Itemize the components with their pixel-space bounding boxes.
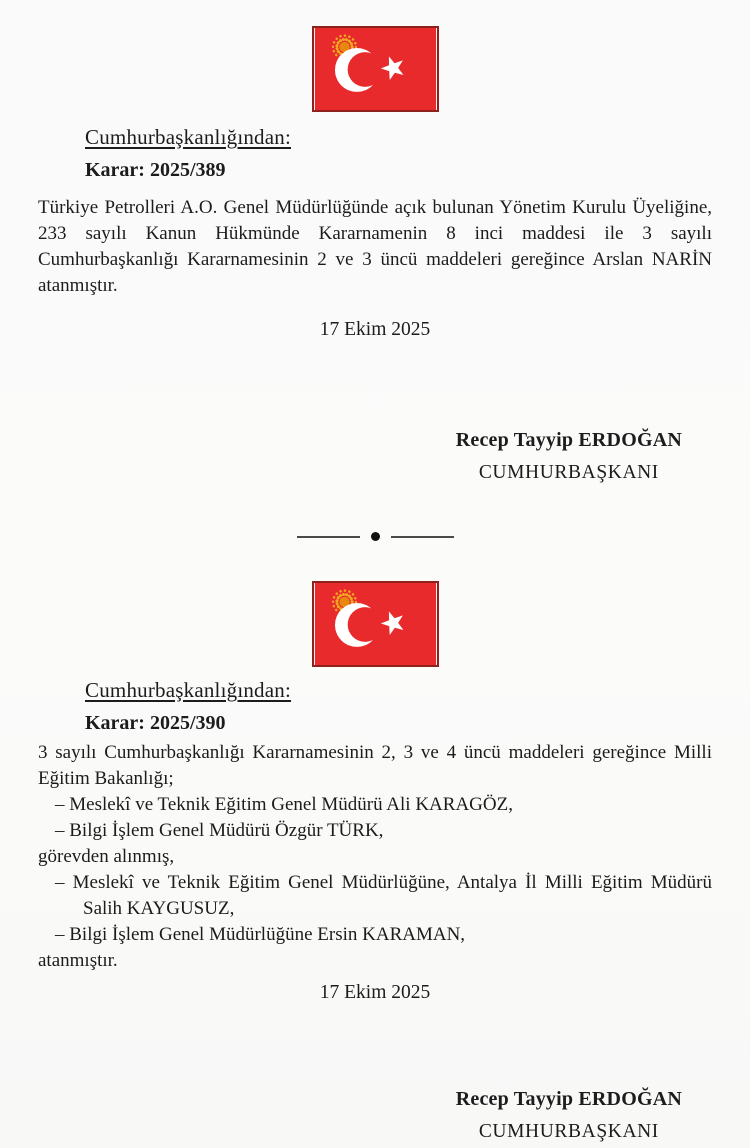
turkish-presidential-flag-image: [312, 26, 439, 112]
decree-1-decision-number: Karar: 2025/389: [85, 159, 226, 181]
decree-1-body: [38, 195, 712, 299]
body-paragraph: 3 sayılı Cumhurbaşkanlığı Kararnamesinin 2, 3 ve 4 üncü maddeleri gereğince Milli Eğitim Bakanlığı;: [38, 742, 712, 789]
decree-1-signature-row: [0, 427, 750, 486]
decree-1-source-heading: Cumhurbaşkanlığından:: [85, 125, 292, 149]
decree-2-date: 17 Ekim 2025: [319, 982, 431, 1003]
list-item-appointed-1: – Meslekî ve Teknik Eğitim Genel Müdürlüğüne, Antalya İl Milli Eğitim Müdürü Salih KAYGUSUZ,: [55, 872, 712, 919]
decree-2-body: [38, 740, 712, 974]
list-item-appointed-2: – Bilgi İşlem Genel Müdürlüğüne Ersin KARAMAN,: [55, 924, 466, 945]
flag-container-1: [0, 0, 750, 112]
signature-name: Recep Tayyip ERDOĞAN: [455, 1088, 682, 1110]
decree-1-date: 17 Ekim 2025: [319, 319, 431, 340]
signature-title: CUMHURBAŞKANI: [478, 462, 659, 483]
flag-container-2: [0, 581, 750, 667]
decree-2-source-heading: Cumhurbaşkanlığından:: [85, 678, 292, 702]
section-divider: [0, 532, 750, 541]
decree-2-decision-number: Karar: 2025/390: [85, 712, 226, 734]
decree-2-signature-block: [456, 1086, 682, 1145]
list-item-dismissed-1: – Meslekî ve Teknik Eğitim Genel Müdürü Ali KARAGÖZ,: [55, 794, 513, 815]
body-paragraph-appointment-clause: atanmıştır.: [38, 950, 118, 971]
decree-1-heading-block: [85, 124, 750, 183]
signature-title: CUMHURBAŞKANI: [478, 1121, 659, 1142]
divider-dot: [371, 532, 380, 541]
divider-line-left: [297, 536, 360, 538]
turkish-presidential-flag-image-2: [312, 581, 439, 667]
body-paragraph-dismissal-clause: görevden alınmış,: [38, 846, 175, 867]
decree-2-heading-block: [85, 677, 750, 736]
list-item-dismissed-2: – Bilgi İşlem Genel Müdürü Özgür TÜRK,: [55, 820, 384, 841]
divider-line-right: [391, 536, 454, 538]
decree-1-signature-block: [456, 427, 682, 486]
body-paragraph: Türkiye Petrolleri A.O. Genel Müdürlüğünde açık bulunan Yönetim Kurulu Üyeliğine, 233 sayılı Kanun Hükmünde Kararnamenin 8 inci maddesi ile 3 sayılı Cumhurbaşkanlığı Kararnamesinin 2 ve 3 üncü maddeleri gereğince Arslan NARİN atanmıştır.: [38, 197, 712, 296]
decree-2-signature-row: [0, 1086, 750, 1145]
signature-name: Recep Tayyip ERDOĞAN: [455, 429, 682, 451]
